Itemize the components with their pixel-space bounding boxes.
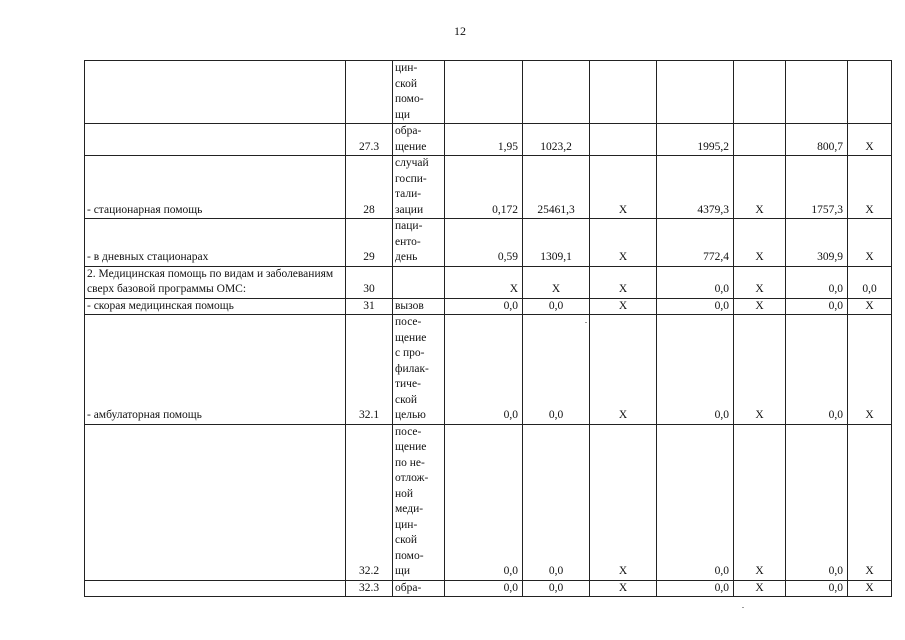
value-cell: 25461,3 bbox=[523, 156, 590, 219]
row-name bbox=[85, 124, 346, 156]
value-cell: 0,172 bbox=[445, 156, 523, 219]
value-cell: X bbox=[734, 298, 786, 315]
value-cell: 0,0 bbox=[657, 424, 734, 580]
row-name bbox=[85, 580, 346, 597]
value-cell: X bbox=[734, 315, 786, 425]
value-cell bbox=[590, 61, 657, 124]
value-cell: 0,0 bbox=[445, 424, 523, 580]
value-cell: X bbox=[590, 424, 657, 580]
unit-line: обра- bbox=[395, 581, 422, 594]
row-code: 32.2 bbox=[346, 424, 393, 580]
unit-line: госпи- bbox=[395, 172, 427, 185]
unit-line: щение bbox=[395, 441, 427, 453]
table-body bbox=[85, 61, 892, 597]
unit-line: случай bbox=[395, 157, 429, 169]
row-unit bbox=[393, 156, 445, 219]
value-cell: X bbox=[848, 219, 892, 267]
row-code: 31 bbox=[346, 298, 393, 315]
unit-line: тали- bbox=[395, 188, 422, 200]
unit-line: ской bbox=[395, 77, 418, 90]
row-unit bbox=[393, 266, 445, 298]
unit-line: целью bbox=[395, 409, 426, 421]
value-cell: X bbox=[734, 156, 786, 219]
value-cell: 0,0 bbox=[786, 315, 848, 425]
value-cell: X bbox=[734, 580, 786, 597]
row-name: - скорая медицинская помощь bbox=[85, 298, 346, 315]
value-cell: X bbox=[590, 580, 657, 597]
value-cell: 0,0 bbox=[786, 424, 848, 580]
value-cell: X bbox=[590, 156, 657, 219]
value-cell: 0,0 bbox=[523, 315, 590, 425]
value-cell: X bbox=[734, 219, 786, 267]
value-cell: 0,0 bbox=[657, 298, 734, 315]
unit-line: щи bbox=[395, 565, 411, 577]
value-cell bbox=[848, 61, 892, 124]
value-cell: 0,0 bbox=[848, 266, 892, 298]
row-name: 2. Медицинская помощь по видам и заболеваниям сверх базовой программы ОМС: bbox=[85, 266, 346, 298]
value-cell: X bbox=[848, 424, 892, 580]
value-cell: X bbox=[848, 580, 892, 597]
page-number: 12 bbox=[454, 24, 466, 38]
unit-line: помо- bbox=[395, 549, 424, 562]
value-cell bbox=[657, 61, 734, 124]
table-row bbox=[85, 61, 892, 124]
row-code: 30 bbox=[346, 266, 393, 298]
value-cell bbox=[786, 61, 848, 124]
table-row bbox=[85, 156, 892, 219]
unit-line: ской bbox=[395, 393, 418, 406]
table-row bbox=[85, 580, 892, 597]
value-cell: 1995,2 bbox=[657, 124, 734, 156]
value-cell: X bbox=[848, 124, 892, 156]
row-code bbox=[346, 61, 393, 124]
unit-line: ской bbox=[395, 534, 418, 546]
value-cell: 0,0 bbox=[786, 580, 848, 597]
unit-line: цин- bbox=[395, 62, 418, 74]
value-cell bbox=[523, 61, 590, 124]
row-unit bbox=[393, 124, 445, 156]
table-row bbox=[85, 124, 892, 156]
row-unit bbox=[393, 219, 445, 267]
value-cell: 1309,1 bbox=[523, 219, 590, 267]
value-cell: X bbox=[445, 266, 523, 298]
value-cell: 0,0 bbox=[523, 298, 590, 315]
unit-line: по не- bbox=[395, 456, 425, 469]
table-row bbox=[85, 266, 892, 298]
unit-line: с про- bbox=[395, 347, 425, 359]
value-cell: X bbox=[848, 156, 892, 219]
value-cell: 0,0 bbox=[523, 424, 590, 580]
unit-line: посе- bbox=[395, 316, 422, 328]
value-cell: X bbox=[734, 266, 786, 298]
value-cell bbox=[734, 61, 786, 124]
unit-line: ной bbox=[395, 487, 414, 500]
scan-speck bbox=[585, 322, 587, 323]
row-unit bbox=[393, 61, 445, 124]
row-name: - стационарная помощь bbox=[85, 156, 346, 219]
row-code: 32.3 bbox=[346, 580, 393, 597]
value-cell: X bbox=[590, 266, 657, 298]
value-cell bbox=[734, 124, 786, 156]
unit-line: зации bbox=[395, 203, 424, 216]
value-cell: 1,95 bbox=[445, 124, 523, 156]
unit-line: енто- bbox=[395, 235, 421, 248]
value-cell: 772,4 bbox=[657, 219, 734, 267]
value-cell bbox=[590, 124, 657, 156]
value-cell: 309,9 bbox=[786, 219, 848, 267]
unit-line: день bbox=[395, 251, 418, 263]
unit-line: отлож- bbox=[395, 472, 429, 484]
value-cell: 4379,3 bbox=[657, 156, 734, 219]
unit-line: вызов bbox=[395, 299, 424, 312]
value-cell: 1757,3 bbox=[786, 156, 848, 219]
value-cell: 0,0 bbox=[445, 298, 523, 315]
value-cell: X bbox=[590, 298, 657, 315]
row-unit bbox=[393, 580, 445, 597]
table-row bbox=[85, 298, 892, 315]
medical-care-table bbox=[84, 60, 892, 597]
value-cell: 0,0 bbox=[445, 580, 523, 597]
row-code: 28 bbox=[346, 156, 393, 219]
unit-line: щение bbox=[395, 140, 427, 153]
value-cell: X bbox=[590, 219, 657, 267]
table-row bbox=[85, 219, 892, 267]
unit-line: тиче- bbox=[395, 378, 421, 390]
row-name: - в дневных стационарах bbox=[85, 219, 346, 267]
row-unit bbox=[393, 298, 445, 315]
value-cell: 0,0 bbox=[523, 580, 590, 597]
row-code: 27.3 bbox=[346, 124, 393, 156]
unit-line: посе- bbox=[395, 425, 422, 438]
row-name bbox=[85, 61, 346, 124]
value-cell: 0,0 bbox=[786, 298, 848, 315]
unit-line: обра- bbox=[395, 125, 422, 137]
table-row bbox=[85, 424, 892, 580]
unit-line: щи bbox=[395, 108, 411, 121]
value-cell bbox=[445, 61, 523, 124]
value-cell: 1023,2 bbox=[523, 124, 590, 156]
row-name: - амбулаторная помощь bbox=[85, 315, 346, 425]
value-cell: 0,0 bbox=[445, 315, 523, 425]
unit-line: паци- bbox=[395, 220, 423, 232]
value-cell: X bbox=[523, 266, 590, 298]
value-cell: X bbox=[848, 315, 892, 425]
value-cell: 800,7 bbox=[786, 124, 848, 156]
scan-speck bbox=[742, 607, 744, 608]
unit-line: щение bbox=[395, 331, 427, 344]
value-cell: 0,0 bbox=[657, 266, 734, 298]
value-cell: X bbox=[734, 424, 786, 580]
row-name bbox=[85, 424, 346, 580]
unit-line: меди- bbox=[395, 503, 424, 515]
row-code: 29 bbox=[346, 219, 393, 267]
value-cell: 0,59 bbox=[445, 219, 523, 267]
table-row bbox=[85, 315, 892, 425]
value-cell: 0,0 bbox=[657, 315, 734, 425]
value-cell: X bbox=[590, 315, 657, 425]
value-cell: X bbox=[848, 298, 892, 315]
row-unit bbox=[393, 315, 445, 425]
unit-line: помо- bbox=[395, 93, 424, 105]
unit-line: цин- bbox=[395, 518, 418, 531]
value-cell: 0,0 bbox=[657, 580, 734, 597]
value-cell: 0,0 bbox=[786, 266, 848, 298]
row-code: 32.1 bbox=[346, 315, 393, 425]
unit-line: филак- bbox=[395, 362, 429, 375]
row-unit bbox=[393, 424, 445, 580]
